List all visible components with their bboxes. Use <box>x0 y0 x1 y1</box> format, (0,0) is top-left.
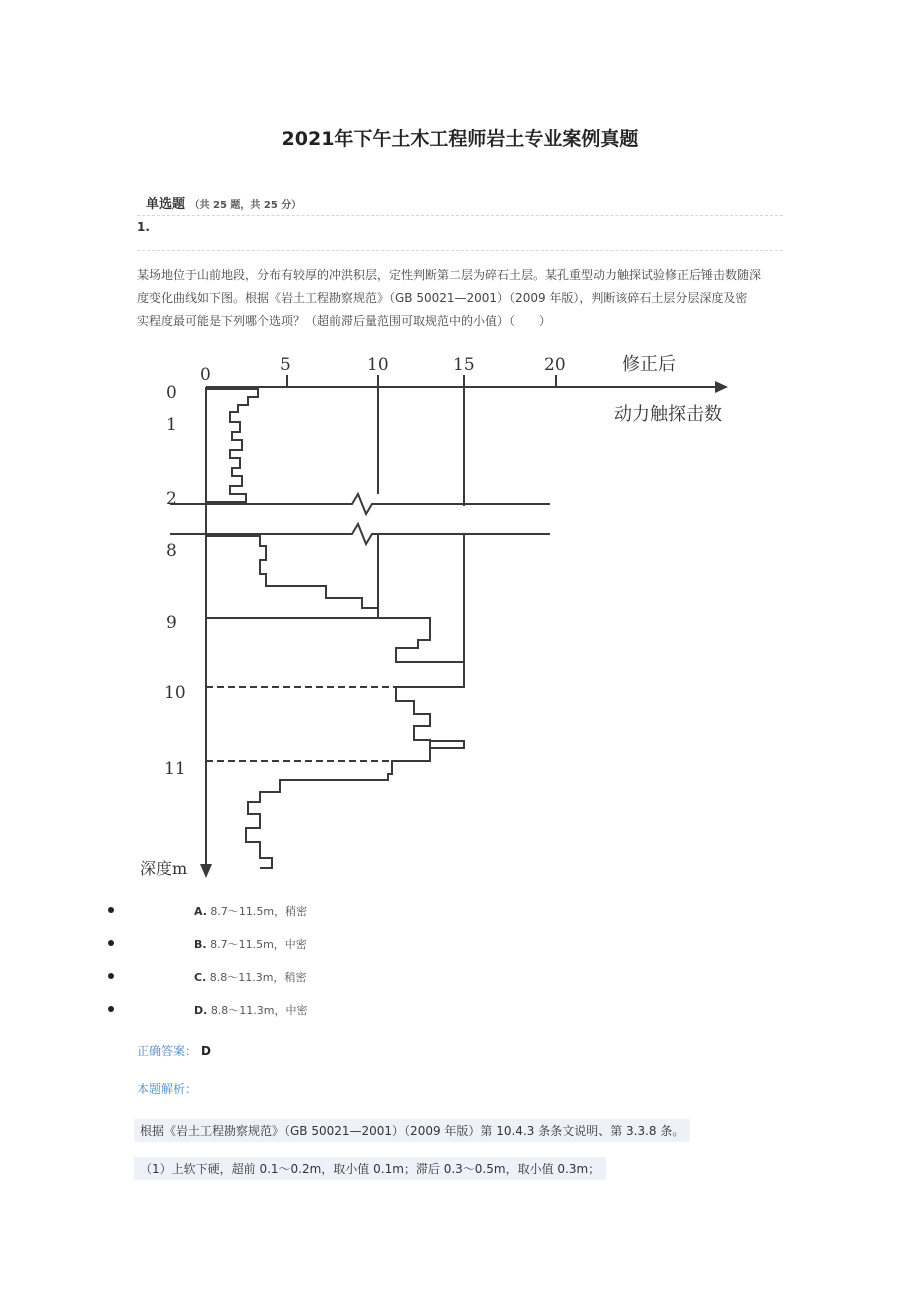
section-label: 单选题 <box>146 197 186 212</box>
x-tick-label: 15 <box>453 355 475 375</box>
x-axis-title-line-1: 修正后 <box>622 354 676 375</box>
divider <box>137 250 783 251</box>
x-axis-title-line-2: 动力触探击数 <box>614 404 722 425</box>
blow-count-curve-upper <box>206 389 258 502</box>
divider <box>137 215 783 216</box>
option-text <box>194 903 307 919</box>
x-tick-label: 10 <box>367 355 389 375</box>
y-axis-arrow-icon <box>200 864 212 878</box>
dynamic-penetration-figure <box>130 346 760 886</box>
answer-label: 正确答案： <box>137 1044 198 1058</box>
y-tick-label: 0 <box>166 383 177 403</box>
option-text <box>194 969 306 985</box>
blow-count-curve-middle <box>206 536 378 618</box>
stem-line: 实程度最可能是下列哪个选项？（超前滞后量范围可取规范中的小值）（ ） <box>137 314 552 328</box>
section-meta: （共 25 题，共 25 分） <box>189 200 302 211</box>
bullet-icon <box>108 973 114 979</box>
option-label: 8.8～11.3m，中密 <box>210 1004 308 1017</box>
analysis-label: 本题解析： <box>137 1082 198 1096</box>
option-letter: D. <box>194 1004 208 1017</box>
question-number: 1. <box>137 220 150 234</box>
correct-answer <box>137 1042 211 1059</box>
question-stem <box>137 264 787 333</box>
stem-line: 某场地位于山前地段，分布有较厚的冲洪积层，定性判断第二层为碎石土层。某孔重型动力触探试验修正后锤击数随深 <box>137 268 762 282</box>
analysis-line: （1）上软下硬，超前 0.1～0.2m，取小值 0.1m；滞后 0.3～0.5m，取小值 0.3m； <box>134 1157 606 1180</box>
break-line-upper <box>170 494 550 514</box>
x-axis-arrow-icon <box>715 381 728 393</box>
x-tick-label: 20 <box>544 355 566 375</box>
y-tick-label: 8 <box>166 541 177 561</box>
break-line-lower <box>170 524 550 544</box>
y-tick-label: 1 <box>166 415 177 435</box>
option-letter: A. <box>194 905 207 918</box>
y-axis-title: 深度m <box>140 859 188 878</box>
y-tick-label: 10 <box>164 683 186 703</box>
option-text <box>194 936 307 952</box>
option-letter: B. <box>194 938 207 951</box>
option-letter: C. <box>194 971 207 984</box>
analysis-line: 根据《岩土工程勘察规范》（GB 50021—2001）（2009 年版）第 10.4.3 条条文说明、第 3.3.8 条。 <box>134 1119 690 1142</box>
x-tick-label: 0 <box>200 365 211 385</box>
bullet-icon <box>108 907 114 913</box>
option-label: 8.7～11.5m，稍密 <box>210 905 308 918</box>
option-label: 8.8～11.3m，稍密 <box>209 971 307 984</box>
answer-value: D <box>201 1044 211 1058</box>
page-title: 2021年下午土木工程师岩土专业案例真题 <box>281 128 639 150</box>
bullet-icon <box>108 940 114 946</box>
option-text <box>194 1002 308 1018</box>
bullet-icon <box>108 1006 114 1012</box>
section-heading <box>146 193 301 212</box>
option-label: 8.7～11.5m，中密 <box>210 938 307 951</box>
blow-count-curve-lower <box>246 618 464 868</box>
y-tick-label: 9 <box>166 613 177 633</box>
y-tick-label: 11 <box>164 759 186 779</box>
stem-line: 度变化曲线如下图。根据《岩土工程勘察规范》（GB 50021—2001）（2009 年版），判断该碎石土层分层深度及密 <box>137 291 748 305</box>
y-tick-label: 2 <box>166 489 177 509</box>
x-tick-label: 5 <box>280 355 291 375</box>
